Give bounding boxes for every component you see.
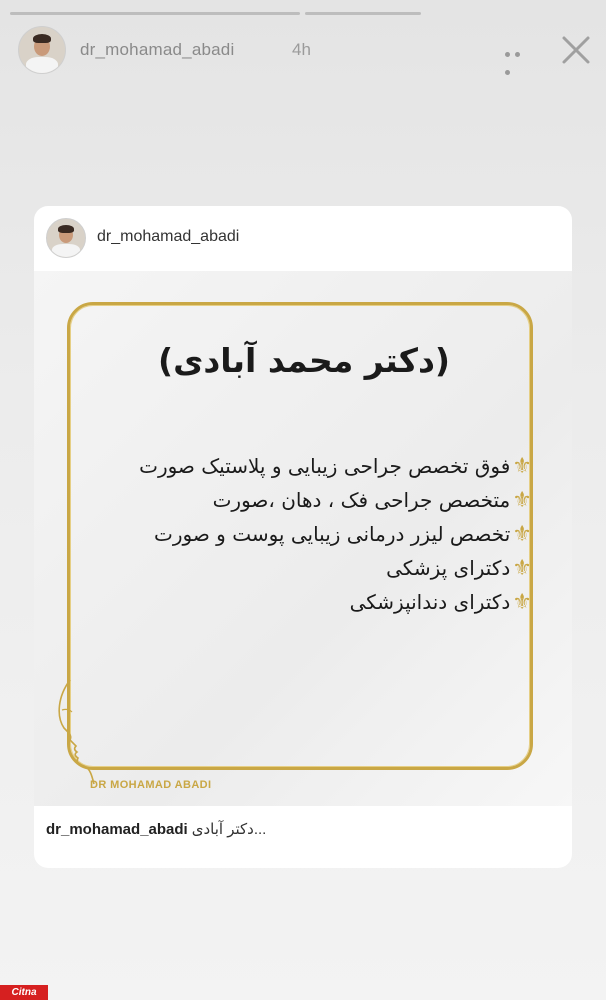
story-progress-bar-1 <box>10 12 300 15</box>
post-image[interactable] <box>34 271 572 806</box>
fleur-de-lis-icon: ⚜ <box>512 556 532 581</box>
citna-watermark: Citna <box>0 985 48 1000</box>
post-username[interactable]: dr_mohamad_abadi <box>97 228 240 245</box>
caption-username[interactable]: dr_mohamad_abadi <box>46 821 188 838</box>
avatar[interactable] <box>18 26 66 74</box>
story-progress-bar-2 <box>305 12 421 15</box>
credentials-list <box>92 454 532 624</box>
story-username[interactable]: dr_mohamad_abadi <box>80 40 235 59</box>
fleur-de-lis-icon: ⚜ <box>512 488 532 513</box>
credential-line: ⚜دکترای دندانپزشکی <box>349 590 532 615</box>
brand-logo-text: DR MOHAMAD ABADI <box>90 779 212 791</box>
fleur-de-lis-icon: ⚜ <box>512 454 532 479</box>
post-header <box>34 206 572 268</box>
close-icon[interactable] <box>560 34 592 66</box>
face-profile-logo-icon <box>50 676 102 786</box>
story-timestamp: 4h <box>292 40 311 59</box>
credential-line: ⚜متخصص جراحی فک ، دهان ،صورت <box>212 488 532 513</box>
fleur-de-lis-icon: ⚜ <box>512 590 532 615</box>
shared-post-card[interactable] <box>34 206 572 868</box>
story-header <box>0 24 606 76</box>
credential-line: ⚜دکترای پزشکی <box>386 556 532 581</box>
fleur-de-lis-icon: ⚜ <box>512 522 532 547</box>
post-avatar[interactable] <box>46 218 86 258</box>
credential-line: ⚜فوق تخصص جراحی زیبایی و پلاستیک صورت <box>139 454 532 479</box>
credential-line: ⚜تخصص لیزر درمانی زیبایی پوست و صورت <box>154 522 532 547</box>
more-horizontal-icon[interactable] <box>505 44 533 54</box>
post-caption[interactable] <box>46 820 266 838</box>
caption-text: دکتر آبادی... <box>191 821 267 838</box>
post-title: (دکتر محمد آبادی) <box>158 341 450 380</box>
